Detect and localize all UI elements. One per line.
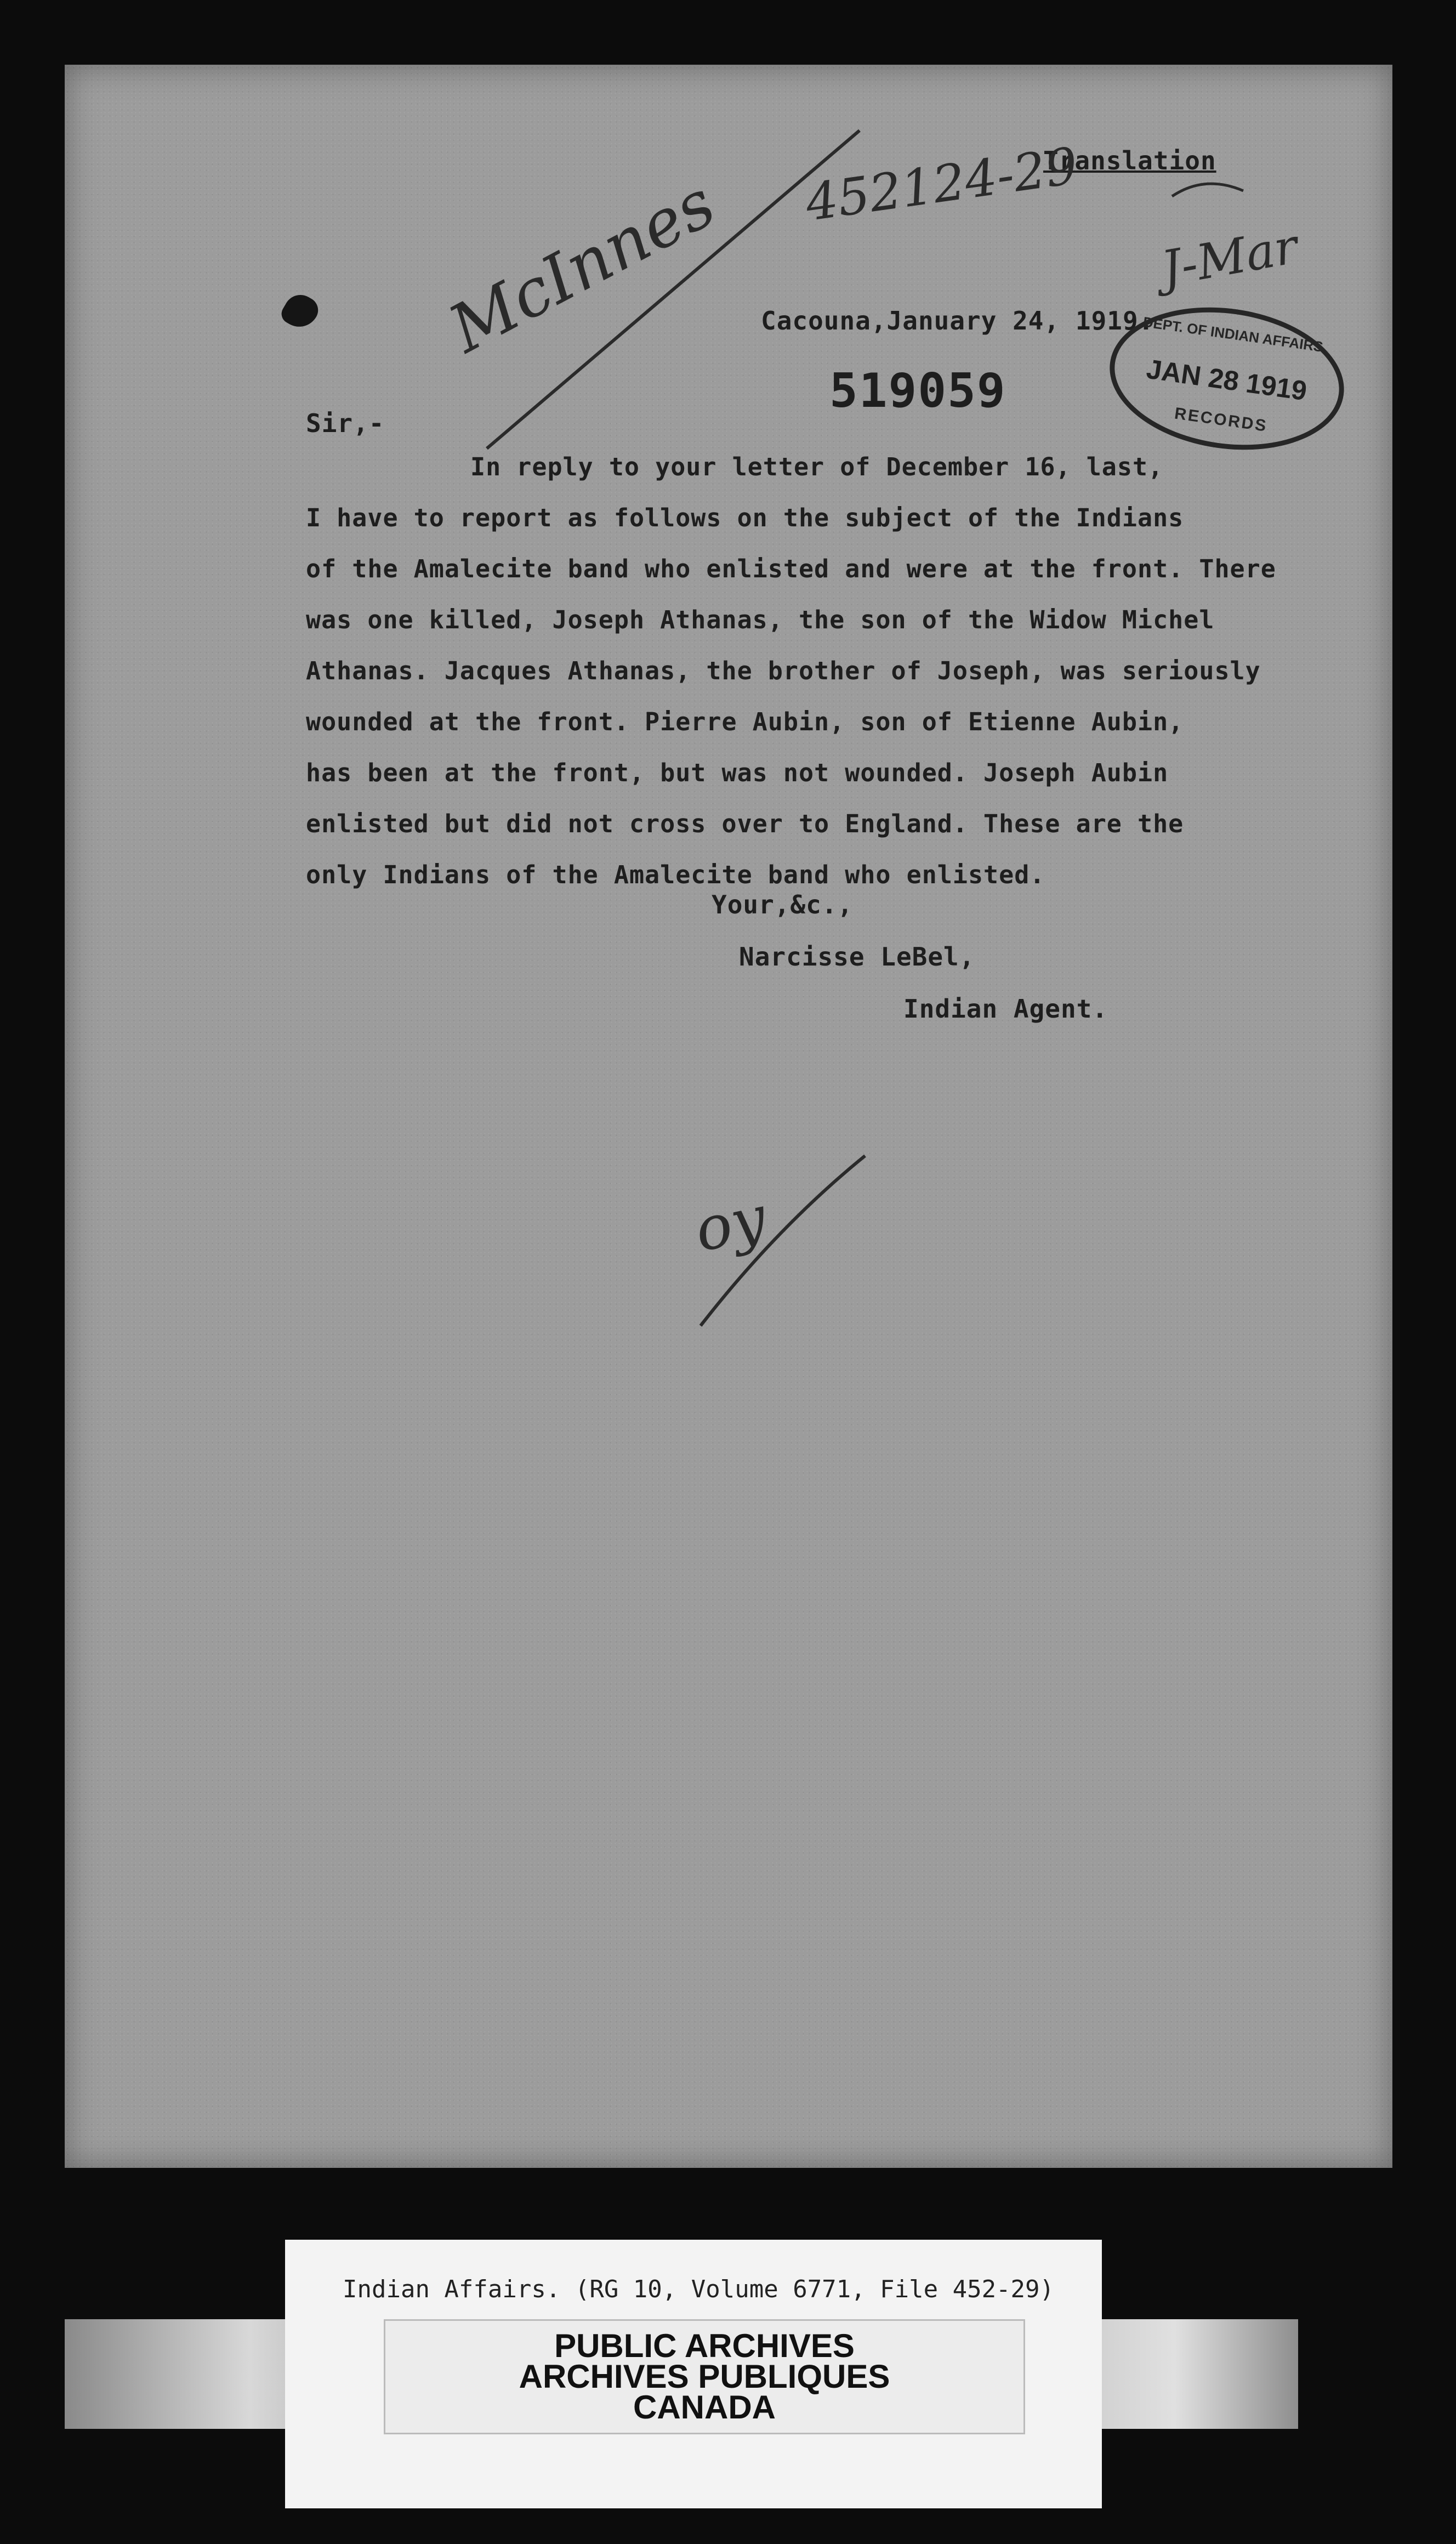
archive-reference: Indian Affairs. (RG 10, Volume 6771, File 452-29) xyxy=(343,2275,1055,2303)
stamp-records: RECORDS xyxy=(1173,404,1269,435)
document-number: 519059 xyxy=(829,364,1006,418)
handwritten-file-number: 452124-29 xyxy=(802,136,1082,232)
archives-stamp-box xyxy=(384,2319,1025,2434)
archives-line-2: ARCHIVES PUBLIQUES xyxy=(519,2358,890,2395)
archives-line-3: CANADA xyxy=(633,2389,776,2426)
document-page xyxy=(65,65,1392,2168)
closing: Your,&c., xyxy=(712,890,854,919)
signatory-title: Indian Agent. xyxy=(903,994,1108,1024)
letter-line: was one killed, Joseph Athanas, the son of the Widow Michel xyxy=(306,605,1215,634)
handwritten-name: McInnes xyxy=(437,165,727,368)
archive-label xyxy=(285,2240,1102,2508)
translation-label: Translation xyxy=(1043,146,1216,175)
letter-line: Athanas. Jacques Athanas, the brother of Joseph, was seriously xyxy=(306,656,1261,685)
letter-line: enlisted but did not cross over to England. These are the xyxy=(306,809,1184,838)
stamp-department: DEPT. OF INDIAN AFFAIRS xyxy=(1142,313,1324,355)
signature-name: Narcisse LeBel, xyxy=(739,942,975,972)
salutation: Sir,- xyxy=(306,408,385,438)
archives-line-1: PUBLIC ARCHIVES xyxy=(554,2327,855,2364)
stamp-date: JAN 28 1919 xyxy=(1144,353,1309,407)
dateline: Cacouna,January 24, 1919. xyxy=(761,306,1154,336)
letter-line: has been at the front, but was not wounded. Joseph Aubin xyxy=(306,758,1169,787)
letter-line: In reply to your letter of December 16, last, xyxy=(470,452,1164,481)
letter-line: only Indians of the Amalecite band who enlisted. xyxy=(306,860,1045,889)
handwritten-ok-mark: oy xyxy=(689,1182,772,1265)
letter-line: I have to report as follows on the subject of the Indians xyxy=(306,503,1184,532)
letter-line: of the Amalecite band who enlisted and were at the front. There xyxy=(306,554,1276,583)
letter-line: wounded at the front. Pierre Aubin, son of Etienne Aubin, xyxy=(306,707,1184,736)
handwritten-initials: J-Mar xyxy=(1157,218,1302,297)
